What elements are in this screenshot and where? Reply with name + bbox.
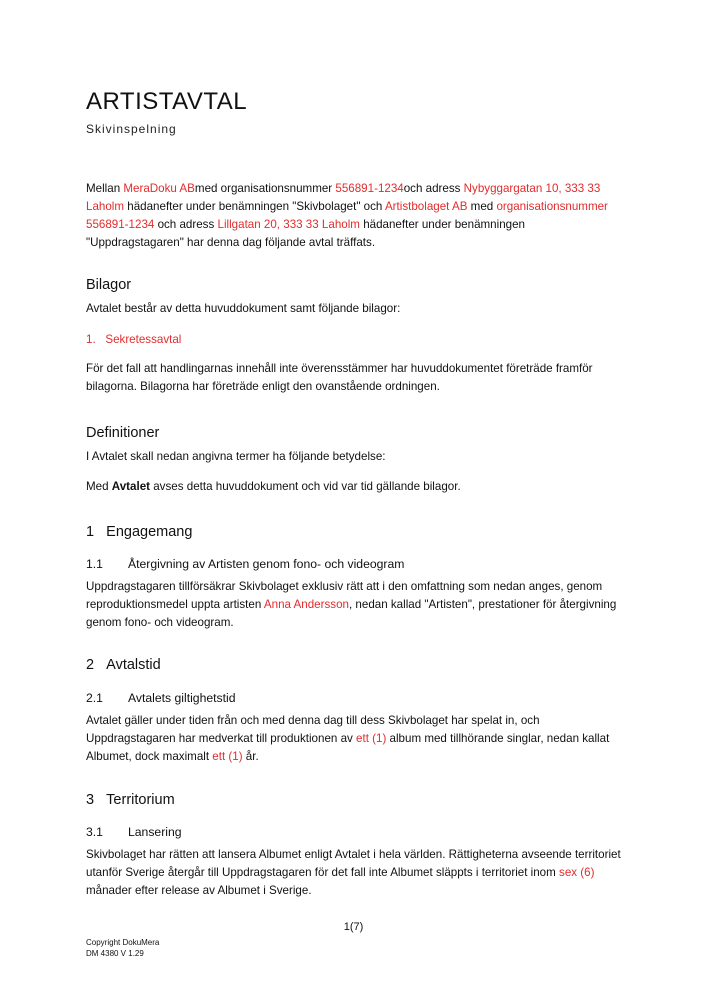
intro-text: Mellan [86,182,124,195]
intro-text: med organisationsnummer [194,182,336,195]
subsection-number: 2.1 [86,691,103,705]
document-title: ARTISTAVTAL [86,88,248,115]
list-number: 1. [86,333,96,346]
section2-heading [86,657,626,673]
section2-1-heading [86,691,626,705]
definitioner-text: I Avtalet skall nedan angivna termer ha följande betydelse: [86,450,386,463]
subsection-title: Avtalets giltighetstid [128,691,236,705]
address2-field: Lillgatan 20, 333 33 Laholm [217,218,360,231]
def-text: avses detta huvuddokument och vid var tid gällande bilagor. [150,480,461,493]
section1-heading [86,524,626,540]
bilagor-text: Avtalet består av detta huvuddokument samt följande bilagor: [86,302,401,315]
artist-field: Anna Andersson [263,598,349,611]
address1-field: Nybyggargatan 10, 333 33 Laholm [86,182,601,213]
section-number: 2 [86,657,95,673]
bilagor-heading: Bilagor [86,277,132,293]
section1-1-text [86,578,626,632]
section3-1-text [86,846,626,900]
orgnr1-field: 556891-1234 [335,182,404,195]
duration-field: ett (1) [212,750,243,763]
section-number: 1 [86,524,95,540]
s1-text: , nedan kallad "Artisten", prestationer för återgivning genom fono- och videogram. [86,598,617,629]
bilagor-text2: För det fall att handlingarnas innehåll inte överensstämmer har huvuddokumentet företräde framför bilagorna. Bilagorna har företräde enligt den ovanstående ordningen. [86,362,593,393]
section-number: 3 [86,792,95,808]
intro-text: och adress [154,218,218,231]
section3-1-heading [86,825,626,839]
document-subtitle: Skivinspelning [86,122,177,136]
intro-text: hädanefter under benämningen "Uppdragstagaren" har denna dag följande avtal träffats. [86,218,525,249]
s3-text: Skivbolaget har rätten att lansera Albumet enligt Avtalet i hela världen. Rättigheterna avseende territoriet utanför Sverige återgår till Uppdragstagaren för det fall inte Albumet släppts i territoriet inom [86,848,621,879]
subsection-number: 1.1 [86,557,103,571]
footer-copyright: Copyright DokuMera [86,938,160,947]
bilagor-list-item [86,331,626,349]
footer-version: DM 4380 V 1.29 [86,949,144,958]
album-count-field: ett (1) [356,732,387,745]
definitioner-term-paragraph [86,478,626,496]
s3-text: månader efter release av Albumet i Sverige. [86,884,312,897]
def-term: Avtalet [111,480,151,493]
s2-text: album med tillhörande singlar, nedan kallat Albumet, dock maximalt [86,732,610,763]
subsection-title: Återgivning av Artisten genom fono- och videogram [128,557,405,571]
page-number: 1(7) [343,921,364,933]
section-title: Territorium [106,792,175,808]
intro-text: och adress [403,182,464,195]
s2-text: år. [242,750,259,763]
months-field: sex (6) [559,866,595,879]
list-item-label: Sekretessavtal [105,333,182,346]
company1-field: MeraDoku AB [123,182,195,195]
section1-1-heading [86,557,626,571]
s1-text: Uppdragstagaren tillförsäkrar Skivbolaget exklusiv rätt att i den omfattning som nedan anges, genom reproduktionsmedel uppta artisten [86,580,603,611]
section-title: Engagemang [106,524,193,540]
intro-text: hädanefter under benämningen "Skivbolaget" och [124,200,385,213]
def-text: Med [86,480,112,493]
section3-heading [86,792,626,808]
orgnr2-field: organisationsnummer 556891-1234 [86,200,608,231]
intro-paragraph [86,180,626,252]
s2-text: Avtalet gäller under tiden från och med denna dag till dess Skivbolaget har spelat in, och Uppdragstagaren har medverkat till produktionen av [86,714,540,745]
subsection-number: 3.1 [86,825,103,839]
section2-1-text [86,712,626,766]
company2-field: Artistbolaget AB [384,200,468,213]
subsection-title: Lansering [128,825,182,839]
intro-text: med [467,200,497,213]
section-title: Avtalstid [106,657,161,673]
definitioner-heading: Definitioner [86,425,160,441]
